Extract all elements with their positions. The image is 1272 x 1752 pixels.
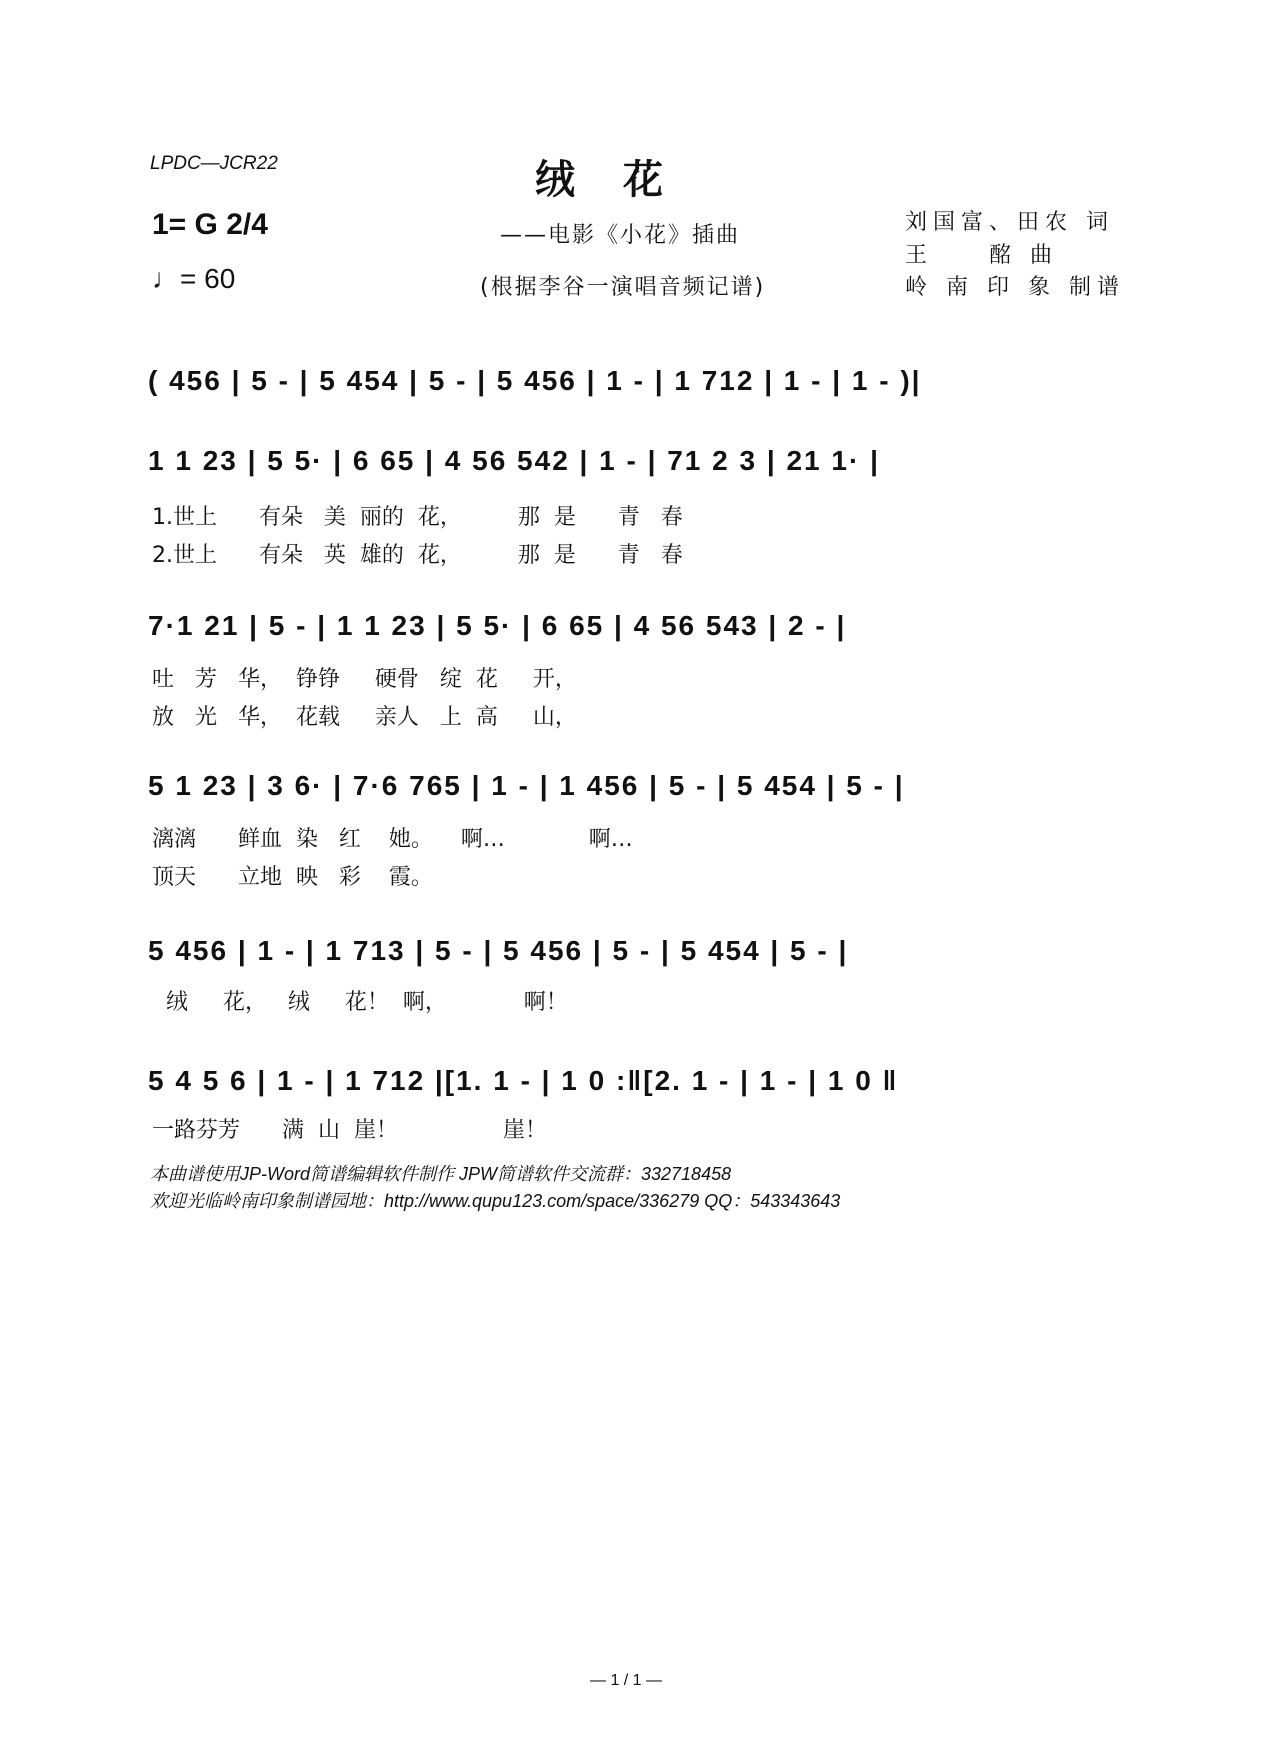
tempo-marking: ♩= 60 (152, 263, 236, 294)
key-signature: 1= G 2/4 (152, 208, 268, 241)
footer-note: 本曲谱使用JP-Word简谱编辑软件制作 JPW简谱软件交流群：332718458 (150, 1164, 732, 1184)
composer-credit: 王 酩 曲 (905, 243, 1058, 268)
song-title: 绒 花 (535, 156, 667, 203)
lyric-line: 放 光 华， 花载 亲人 上 高 山， (152, 705, 577, 730)
lyric-line: 绒 花， 绒 花！ 啊， 啊！ (152, 990, 568, 1015)
score-code: LPDC—JCR22 (150, 153, 278, 174)
notation-line: 5 456 | 1 - | 1 713 | 5 - | 5 456 | 5 - | 5 454 | 5 - | (148, 935, 849, 966)
lyric-line: 顶天 立地 映 彩 霞。 (152, 865, 433, 890)
notation-line: 7·1 21 | 5 - | 1 1 23 | 5 5· | 6 65 | 4 56 543 | 2 - | (148, 610, 847, 641)
arranger-credit: 岭 南 印 象 制谱 (905, 275, 1125, 300)
lyricist-credit: 刘国富、田农 词 (905, 210, 1114, 235)
lyric-line: 2.世上 有朵 英 雄的 花， 那 是 青 春 (152, 543, 683, 568)
notation-line: 5 1 23 | 3 6· | 7·6 765 | 1 - | 1 456 | 5 - | 5 454 | 5 - | (148, 770, 905, 801)
lyric-line: 吐 芳 华， 铮铮 硬骨 绽 花 开， (152, 667, 577, 692)
lyric-line: 1.世上 有朵 美 丽的 花， 那 是 青 春 (152, 505, 683, 530)
lyric-line: 一路芬芳 满 山 崖！ 崖！ (152, 1118, 547, 1143)
footer-note: 欢迎光临岭南印象制谱园地：http://www.qupu123.com/space/336279 QQ：543343643 (150, 1191, 841, 1211)
notation-line: 5 4 5 6 | 1 - | 1 712 |[1. 1 - | 1 0 :‖[2. 1 - | 1 - | 1 0 ‖ (148, 1065, 899, 1096)
lyric-line: 漓漓 鲜血 染 红 她。 啊… 啊… (152, 827, 633, 852)
song-subtitle: ——电影《小花》插曲 (500, 223, 741, 248)
page-number: — 1 / 1 — (590, 1672, 663, 1689)
notation-line: 1 1 23 | 5 5· | 6 65 | 4 56 542 | 1 - | 71 2 3 | 21 1· | (148, 445, 880, 476)
notation-line: ( 456 | 5 - | 5 454 | 5 - | 5 456 | 1 - | 1 712 | 1 - | 1 - )| (148, 365, 922, 396)
transcription-source: (根据李谷一演唱音频记谱) (480, 275, 766, 300)
